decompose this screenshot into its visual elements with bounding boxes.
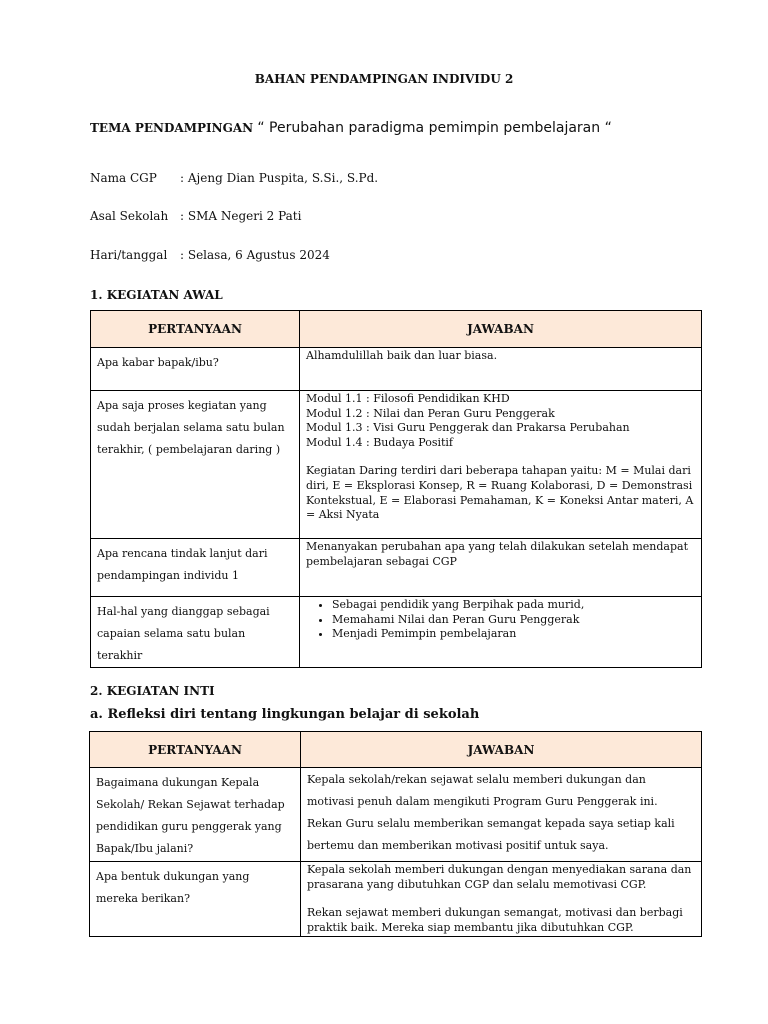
list-item: • Memahami Nilai dan Peran Guru Penggerak (332, 613, 695, 628)
section1-heading: 1. KEGIATAN AWAL (90, 288, 223, 302)
answer-cell (301, 862, 702, 937)
info-sekolah (90, 209, 301, 223)
info-value: : Selasa, 6 Agustus 2024 (180, 248, 330, 262)
col-header-jawaban: JAWABAN (300, 311, 702, 348)
question-cell: Bagaimana dukungan Kepala Sekolah/ Rekan Sejawat terhadap pendidikan guru penggerak yang Bapak/Ibu jalani? (90, 768, 301, 862)
table-row (91, 597, 702, 668)
answer-cell (300, 391, 702, 539)
col-header-pertanyaan: PERTANYAAN (90, 732, 301, 768)
answer-cell: Kepala sekolah/rekan sejawat selalu memberi dukungan dan motivasi penuh dalam mengikuti Program Guru Penggerak ini. Rekan Guru selalu memberikan semangat kepada saya setiap kali bertemu dan memberikan motivasi positif untuk saya. (301, 768, 702, 862)
list-item: • Sebagai pendidik yang Berpihak pada murid, (332, 598, 695, 613)
info-label: Asal Sekolah (90, 209, 169, 223)
table-row (90, 862, 702, 937)
answer-line: Modul 1.2 : Nilai dan Peran Guru Penggerak (306, 406, 555, 420)
answer-line: Modul 1.1 : Filosofi Pendidikan KHD (306, 392, 510, 405)
question-cell: Hal-hal yang dianggap sebagai capaian selama satu bulan terakhir (91, 597, 300, 668)
info-tanggal (90, 248, 330, 262)
answer-cell: Menanyakan perubahan apa yang telah dilakukan setelah mendapat pembelajaran sebagai CGP (300, 539, 702, 597)
info-label: Hari/tanggal (90, 248, 168, 262)
tema-line (90, 120, 612, 136)
tema-value: “ Perubahan paradigma pemimpin pembelajaran “ (257, 120, 612, 136)
answer-paragraph: Kegiatan Daring terdiri dari beberapa tahapan yaitu: M = Mulai dari diri, E = Eksplorasi Konsep, R = Ruang Kolaborasi, D = Demonstrasi Kontekstual, E = Elaborasi Pemahaman, K = Koneksi Antar materi, A = Aksi Nyata (306, 464, 694, 522)
question-cell: Apa bentuk dukungan yang mereka berikan? (90, 862, 301, 937)
answer-line: Modul 1.4 : Budaya Positif (306, 435, 454, 449)
table-row (91, 348, 702, 391)
tema-label: TEMA PENDAMPINGAN (90, 121, 254, 135)
table-row (90, 768, 702, 862)
answer-cell: Alhamdulillah baik dan luar biasa. (300, 348, 702, 391)
section2-subheading: a. Refleksi diri tentang lingkungan belajar di sekolah (90, 707, 480, 722)
info-value: : SMA Negeri 2 Pati (180, 209, 302, 223)
info-label: Nama CGP (90, 171, 157, 185)
question-cell: Apa saja proses kegiatan yang sudah berjalan selama satu bulan terakhir, ( pembelajaran daring ) (91, 391, 300, 539)
answer-cell (300, 597, 702, 668)
kegiatan-awal-table (90, 310, 702, 668)
table-row (91, 391, 702, 539)
capaian-list (306, 598, 695, 642)
question-cell: Apa kabar bapak/ibu? (91, 348, 300, 391)
info-value: : Ajeng Dian Puspita, S.Si., S.Pd. (180, 171, 379, 185)
answer-paragraph: Kepala sekolah memberi dukungan dengan menyediakan sarana dan prasarana yang dibutuhkan CGP dan selalu memotivasi CGP. (307, 863, 692, 891)
table-row (91, 539, 702, 597)
answer-line: Modul 1.3 : Visi Guru Penggerak dan Prakarsa Perubahan (306, 421, 630, 435)
kegiatan-inti-table (89, 731, 702, 937)
document-title: BAHAN PENDAMPINGAN INDIVIDU 2 (254, 72, 514, 86)
list-item: • Menjadi Pemimpin pembelajaran (332, 627, 695, 642)
info-nama (90, 171, 378, 185)
answer-paragraph: Rekan sejawat memberi dukungan semangat, motivasi dan berbagi praktik baik. Mereka siap membantu jika dibutuhkan CGP. (307, 906, 683, 934)
section2-heading: 2. KEGIATAN INTI (90, 684, 215, 698)
col-header-jawaban: JAWABAN (301, 732, 702, 768)
question-cell: Apa rencana tindak lanjut dari pendampingan individu 1 (91, 539, 300, 597)
col-header-pertanyaan: PERTANYAAN (91, 311, 300, 348)
